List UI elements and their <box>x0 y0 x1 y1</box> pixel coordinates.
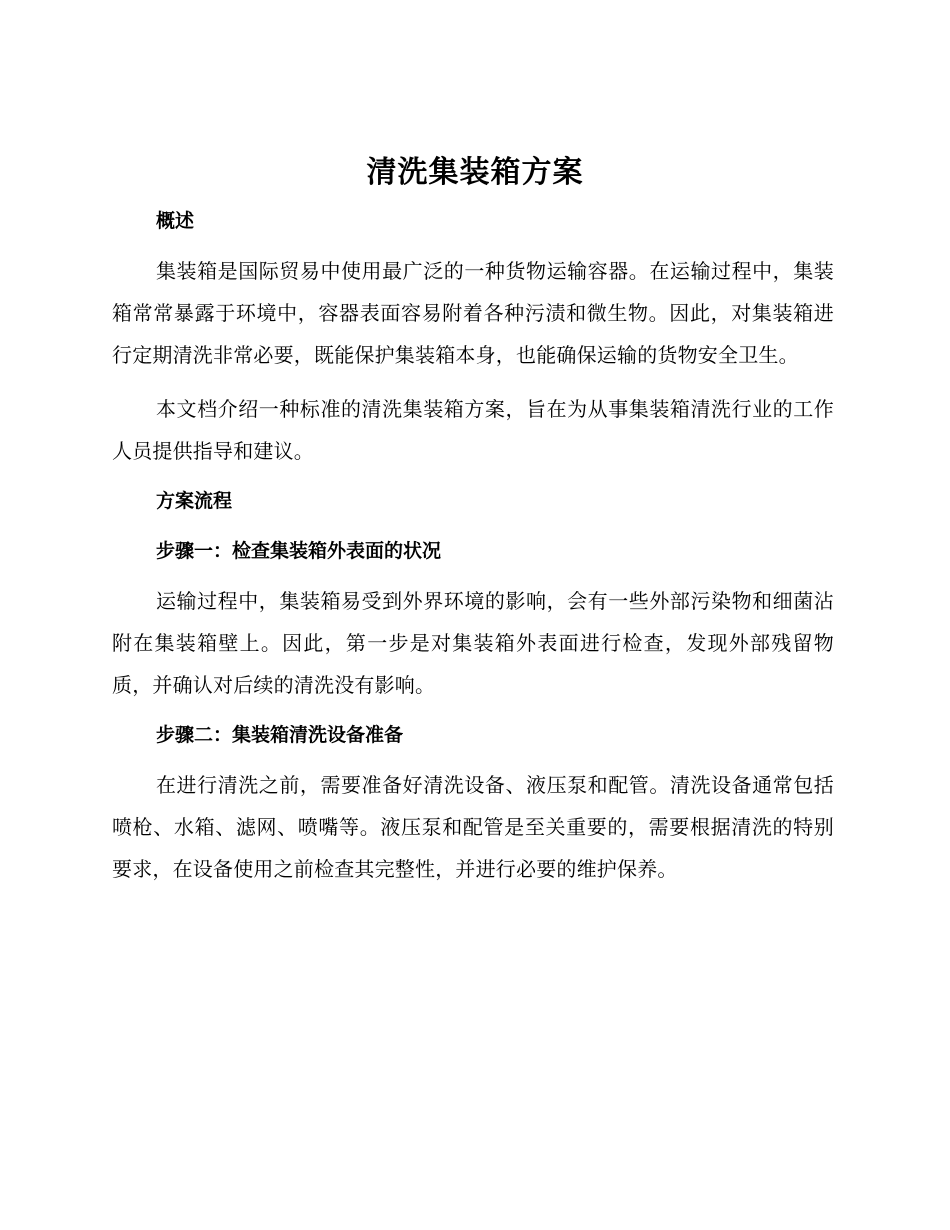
section-heading-process: 方案流程 <box>156 490 233 512</box>
section-heading-overview: 概述 <box>156 210 195 232</box>
document-title: 清洗集装箱方案 <box>366 155 584 190</box>
paragraph-overview-1: 集装箱是国际贸易中使用最广泛的一种货物运输容器。在运输过程中，集装箱常常暴露于环境中，容器表面容易附着各种污渍和微生物。因此，对集装箱进行定期清洗非常必要，既能保护集装箱本身，也能确保运输的货物安全卫生。 <box>112 259 834 367</box>
step-heading-1: 步骤一：检查集装箱外表面的状况 <box>156 540 442 562</box>
document-body <box>112 200 834 890</box>
paragraph-step-2: 在进行清洗之前，需要准备好清洗设备、液压泵和配管。清洗设备通常包括喷枪、水箱、滤网、喷嘴等。液压泵和配管是至关重要的，需要根据清洗的特别要求，在设备使用之前检查其完整性，并进行必要的维护保养。 <box>112 773 834 881</box>
step-heading-2: 步骤二：集装箱清洗设备准备 <box>156 724 404 746</box>
paragraph-step-1: 运输过程中，集装箱易受到外界环境的影响，会有一些外部污染物和细菌沾附在集装箱壁上。因此，第一步是对集装箱外表面进行检查，发现外部残留物质，并确认对后续的清洗没有影响。 <box>112 589 834 697</box>
paragraph-overview-2: 本文档介绍一种标准的清洗集装箱方案，旨在为从事集装箱清洗行业的工作人员提供指导和建议。 <box>112 397 834 463</box>
